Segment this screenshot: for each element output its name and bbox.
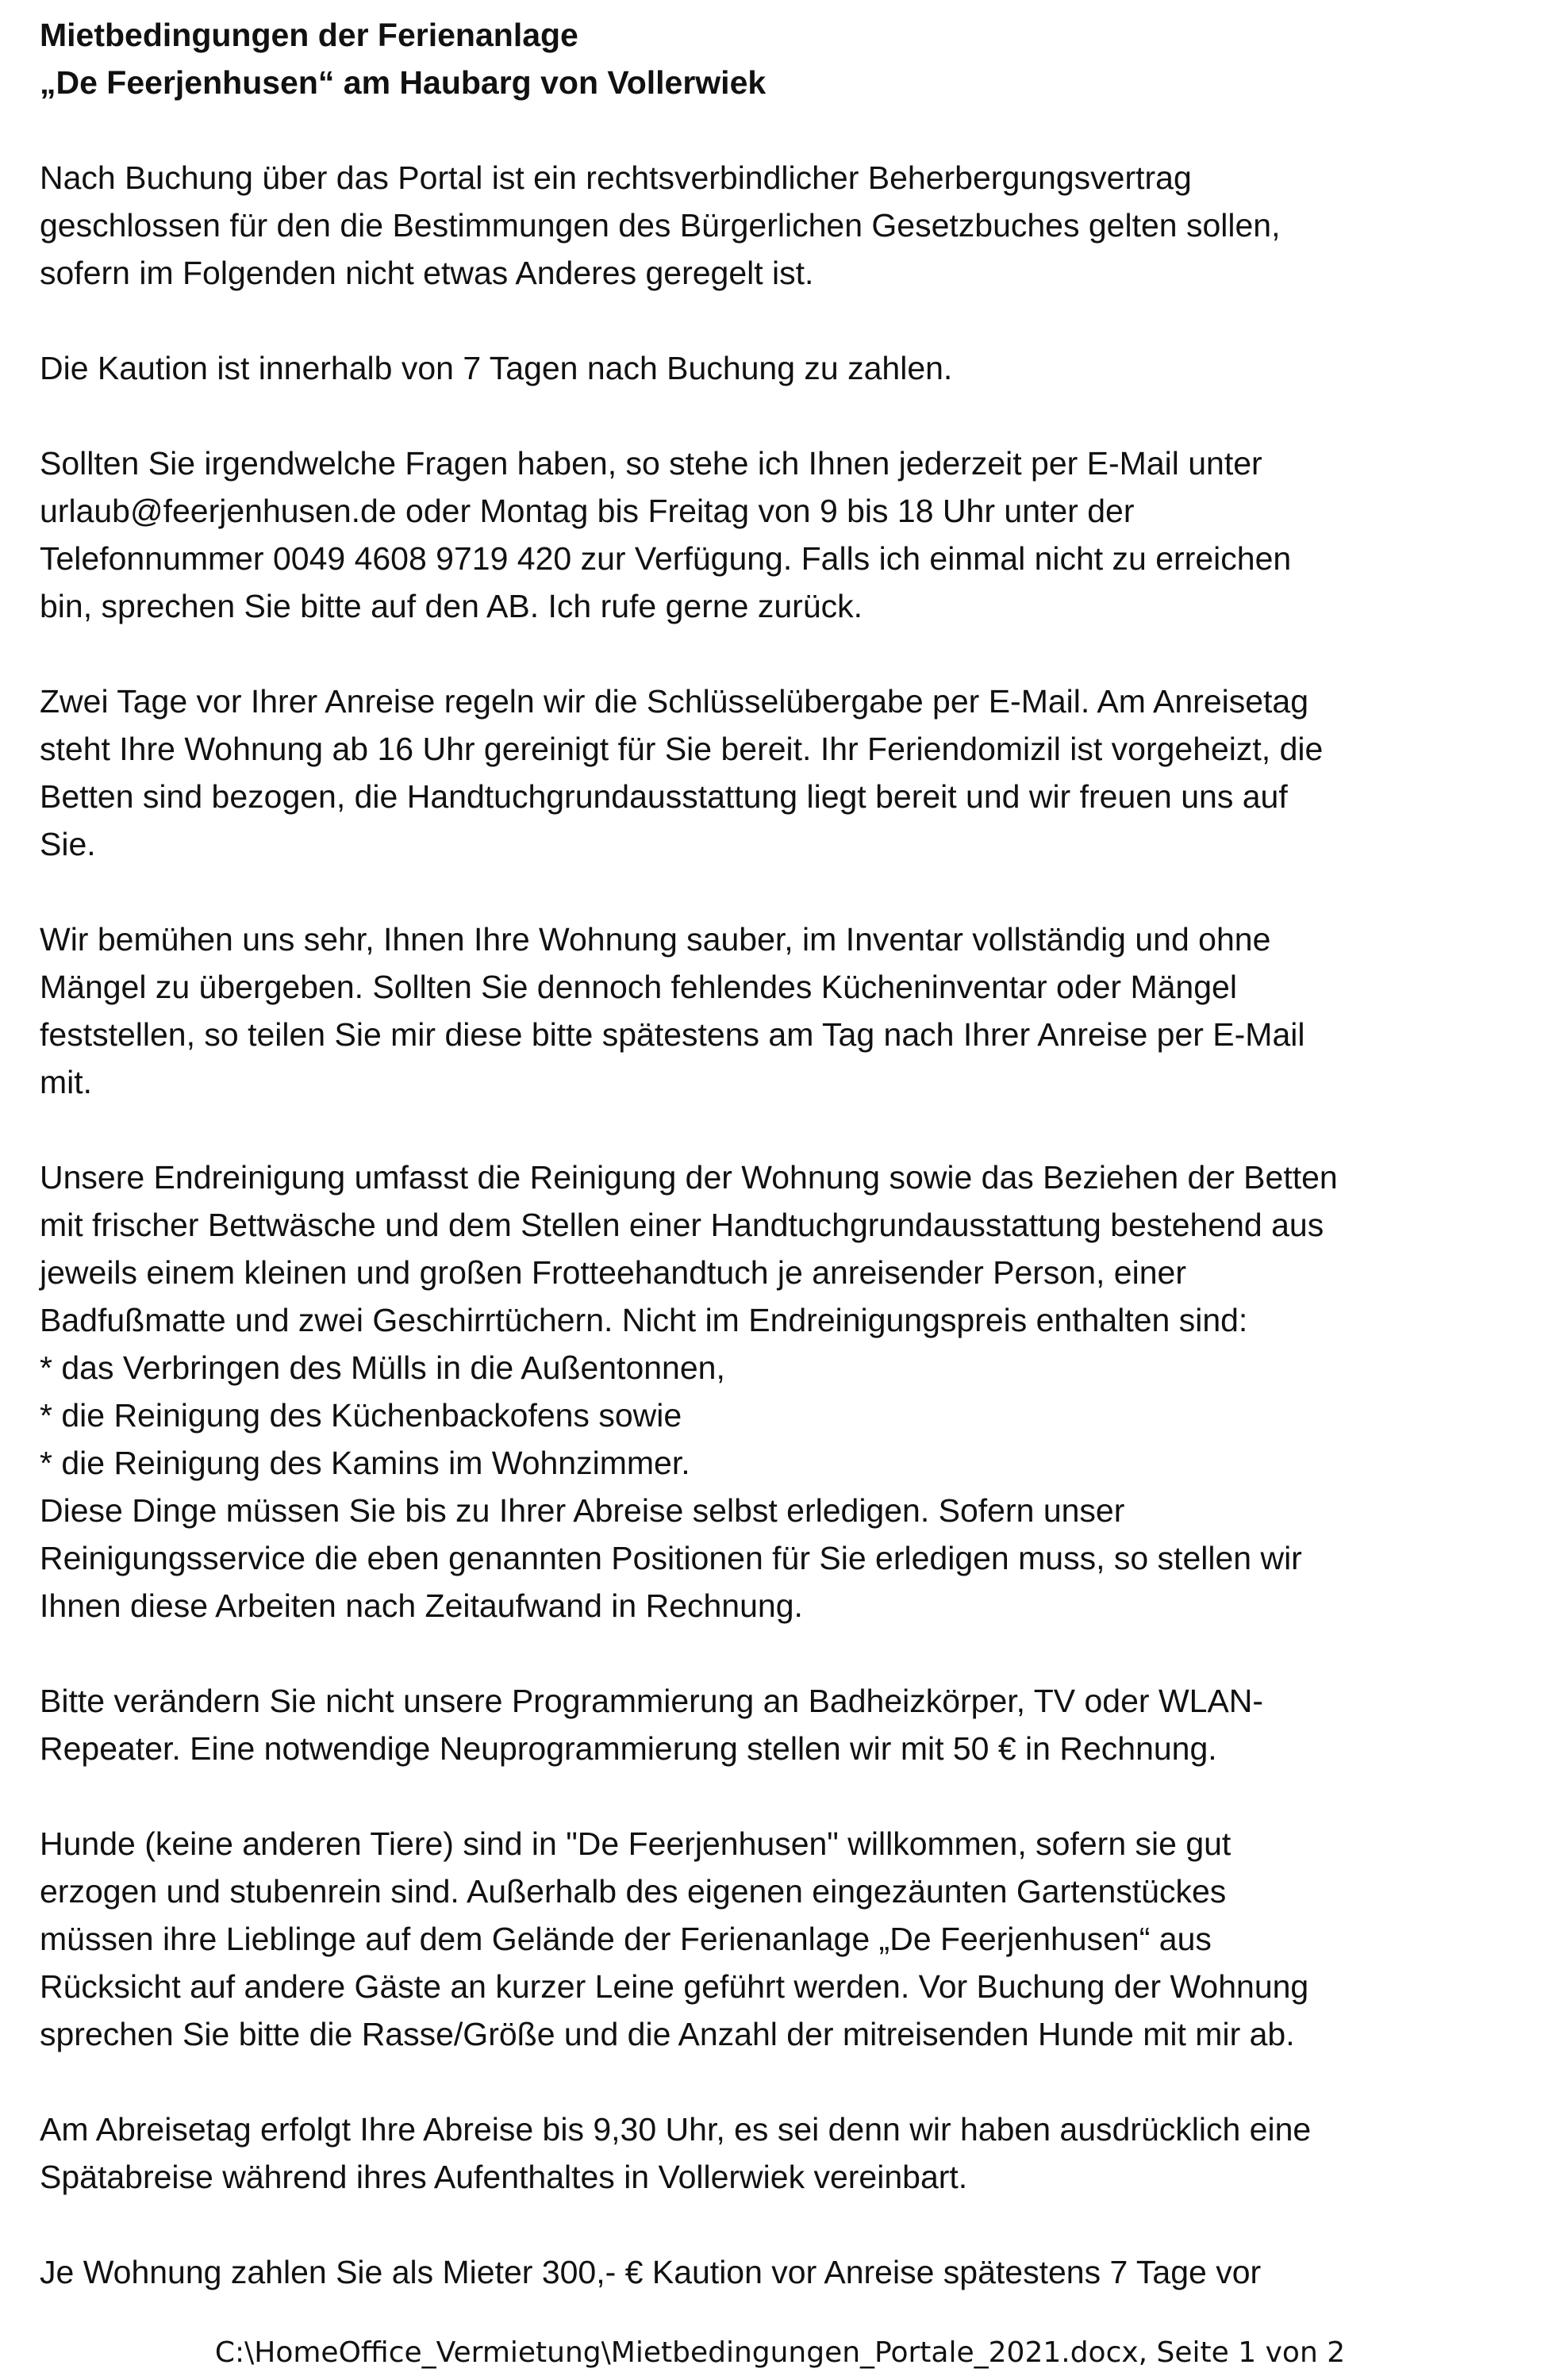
document-page (40, 11, 1516, 2296)
paragraph-gap (40, 297, 1516, 344)
text-line: Sie. (40, 826, 96, 862)
paragraph-gap (40, 630, 1516, 678)
paragraph-cleaning (40, 1154, 1516, 1630)
text-line: Diese Dinge müssen Sie bis zu Ihrer Abreise selbst erledigen. Sofern unser (40, 1492, 1125, 1529)
paragraph-deposit-amount (40, 2248, 1516, 2296)
text-line: Wir bemühen uns sehr, Ihnen Ihre Wohnung sauber, im Inventar vollständig und ohne (40, 921, 1271, 958)
paragraph-gap (40, 1106, 1516, 1154)
text-line: Zwei Tage vor Ihrer Anreise regeln wir die Schlüsselübergabe per E-Mail. Am Anreisetag (40, 683, 1309, 720)
text-line: urlaub@feerjenhusen.de oder Montag bis Freitag von 9 bis 18 Uhr unter der (40, 493, 1135, 529)
title-line: Mietbedingungen der Ferienanlage (40, 17, 578, 53)
paragraph-contact (40, 440, 1516, 630)
text-line: mit frischer Bettwäsche und dem Stellen einer Handtuchgrundausstattung bestehend aus (40, 1207, 1324, 1243)
text-line: sofern im Folgenden nicht etwas Anderes geregelt ist. (40, 255, 814, 291)
text-line: mit. (40, 1064, 93, 1100)
paragraph-gap (40, 2201, 1516, 2248)
text-line: Sollten Sie irgendwelche Fragen haben, so stehe ich Ihnen jederzeit per E-Mail unter (40, 445, 1262, 482)
text-line: Spätabreise während ihres Aufenthaltes in Vollerwiek vereinbart. (40, 2159, 968, 2195)
text-line: Bitte verändern Sie nicht unsere Programmierung an Badheizkörper, TV oder WLAN- (40, 1683, 1264, 1719)
text-line: feststellen, so teilen Sie mir diese bitte spätestens am Tag nach Ihrer Anreise per E-Mail (40, 1016, 1305, 1053)
list-item: * das Verbringen des Mülls in die Außentonnen, (40, 1349, 725, 1386)
paragraph-arrival (40, 678, 1516, 868)
text-line: bin, sprechen Sie bitte auf den AB. Ich rufe gerne zurück. (40, 588, 863, 624)
paragraph-gap (40, 106, 1516, 154)
document-title (40, 11, 1516, 106)
text-line: steht Ihre Wohnung ab 16 Uhr gereinigt für Sie bereit. Ihr Feriendomizil ist vorgeheizt, die (40, 731, 1324, 767)
text-line: Nach Buchung über das Portal ist ein rechtsverbindlicher Beherbergungsvertrag (40, 159, 1192, 196)
text-line: Unsere Endreinigung umfasst die Reinigung der Wohnung sowie das Beziehen der Betten (40, 1159, 1338, 1196)
text-line: Am Abreisetag erfolgt Ihre Abreise bis 9,30 Uhr, es sei denn wir haben ausdrücklich eine (40, 2111, 1312, 2148)
paragraph-departure (40, 2106, 1516, 2201)
text-line: Je Wohnung zahlen Sie als Mieter 300,- € Kaution vor Anreise spätestens 7 Tage vor (40, 2254, 1262, 2290)
text-line: geschlossen für den die Bestimmungen des Bürgerlichen Gesetzbuches gelten sollen, (40, 207, 1281, 244)
text-line: Rücksicht auf andere Gäste an kurzer Leine geführt werden. Vor Buchung der Wohnung (40, 1968, 1309, 2005)
paragraph-gap (40, 392, 1516, 440)
paragraph-gap (40, 2058, 1516, 2106)
text-line: Mängel zu übergeben. Sollten Sie dennoch fehlendes Kücheninventar oder Mängel (40, 969, 1237, 1005)
text-line: Reinigungsservice die eben genannten Positionen für Sie erledigen muss, so stellen wir (40, 1540, 1302, 1576)
paragraph-gap (40, 1630, 1516, 1677)
text-line: Badfußmatte und zwei Geschirrtüchern. Nicht im Endreinigungspreis enthalten sind: (40, 1302, 1248, 1338)
text-line: jeweils einem kleinen und großen Frotteehandtuch je anreisender Person, einer (40, 1254, 1186, 1291)
text-line: sprechen Sie bitte die Rasse/Größe und die Anzahl der mitreisenden Hunde mit mir ab. (40, 2016, 1295, 2052)
paragraph-dogs (40, 1820, 1516, 2058)
list-item: * die Reinigung des Küchenbackofens sowie (40, 1397, 682, 1434)
title-line: „De Feerjenhusen“ am Haubarg von Vollerwiek (40, 64, 767, 101)
paragraph-gap (40, 1772, 1516, 1820)
paragraph-programming (40, 1677, 1516, 1772)
text-line: Ihnen diese Arbeiten nach Zeitaufwand in Rechnung. (40, 1587, 803, 1624)
text-line: erzogen und stubenrein sind. Außerhalb des eigenen eingezäunten Gartenstückes (40, 1873, 1227, 1910)
text-line: müssen ihre Lieblinge auf dem Gelände der Ferienanlage „De Feerjenhusen“ aus (40, 1921, 1212, 1957)
text-line: Betten sind bezogen, die Handtuchgrundausstattung liegt bereit und wir freuen uns auf (40, 778, 1288, 815)
text-line: Die Kaution ist innerhalb von 7 Tagen nach Buchung zu zahlen. (40, 350, 953, 386)
text-line: Hunde (keine anderen Tiere) sind in "De Feerjenhusen" willkommen, sofern sie gut (40, 1825, 1231, 1862)
paragraph-gap (40, 868, 1516, 916)
paragraph-inventory (40, 916, 1516, 1106)
page-footer: C:\HomeOffice_Vermietung\Mietbedingungen_Portale_2021.docx, Seite 1 von 2 (214, 2336, 1346, 2369)
text-line: Repeater. Eine notwendige Neuprogrammierung stellen wir mit 50 € in Rechnung. (40, 1730, 1217, 1767)
text-line: Telefonnummer 0049 4608 9719 420 zur Verfügung. Falls ich einmal nicht zu erreichen (40, 540, 1292, 577)
paragraph-booking-contract (40, 154, 1516, 297)
paragraph-deposit-deadline (40, 344, 1516, 392)
list-item: * die Reinigung des Kamins im Wohnzimmer. (40, 1445, 690, 1481)
